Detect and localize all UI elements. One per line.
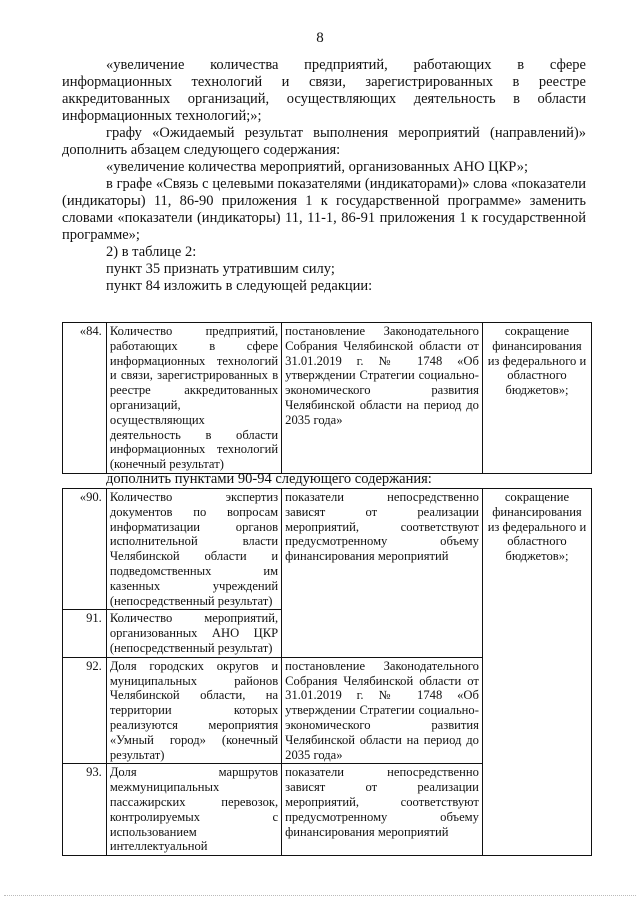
row-number: «84. — [63, 323, 107, 474]
link-cell: показатели непосредственно зависят от реализации мероприятий, соответствуют предусмотренному объему финансирования мероприятий — [282, 764, 483, 856]
table-item-84 — [62, 322, 592, 474]
table-row — [63, 323, 592, 474]
page-number: 8 — [316, 30, 324, 46]
row-number: 92. — [63, 657, 107, 764]
row-number: «90. — [63, 489, 107, 610]
paragraph-expected-result: графу «Ожидаемый результат выполнения мероприятий (направлений)» дополнить абзацем следующего содержания: — [62, 125, 586, 158]
document-body — [62, 57, 586, 295]
indicator-cell: Количество мероприятий, организованных АНО ЦКР (непосредственный результат) — [106, 610, 281, 657]
middle-text: дополнить пунктами 90-94 следующего содержания: — [106, 471, 432, 487]
row-number: 91. — [63, 610, 107, 657]
indicator-cell: Количество экспертиз документов по вопросам информатизации органов исполнительной власти Челябинской области и подведомственных им казенных учреждений (непосредственный результат) — [106, 489, 281, 610]
indicator-cell: Количество предприятий, работающих в сфере информационных технологий и связи, зарегистрированных в реестре аккредитованных организаций, осуществляющих деятельность в области информационных технологий (конечный результат) — [106, 323, 281, 474]
table-items-90-94 — [62, 488, 592, 856]
paragraph-item84: пункт 84 изложить в следующей редакции: — [106, 278, 373, 294]
indicator-cell: Доля маршрутов межмуниципальных пассажирских перевозок, контролируемых с использованием интеллектуальной — [106, 764, 281, 856]
link-cell: показатели непосредственно зависят от реализации мероприятий, соответствуют предусмотренному объему финансирования мероприятий — [282, 489, 483, 658]
paragraph-quote-enterprises: «увеличение количества предприятий, работающих в сфере информационных технологий и связи, зарегистрированных в реестре аккредитованных организаций, осуществляющих деятельность в области информационных технологий;»; — [62, 57, 586, 124]
paragraph-events-count: «увеличение количества мероприятий, организованных АНО ЦКР»; — [106, 159, 529, 175]
paragraph-indicators-link: в графе «Связь с целевыми показателями (индикаторами)» слова «показатели (индикаторы) 11, 86-90 приложения 1 к государственной программе» заменить словами «показатели (индикаторы) 11, 11-1, 86-91 приложения 1 к государственной программе»; — [62, 176, 586, 243]
link-cell: постановление Законодательного Собрания Челябинской области от 31.01.2019 г. № 1748 «Об утверждении Стратегии социально-экономического развития Челябинской области на период до 2035 года» — [282, 323, 483, 474]
effect-cell: сокращение финансирования из федерального и областного бюджетов»; — [482, 489, 591, 856]
paragraph-item35: пункт 35 признать утратившим силу; — [106, 261, 335, 277]
scan-edge-divider — [4, 895, 636, 896]
row-number: 93. — [63, 764, 107, 856]
table-row — [63, 489, 592, 610]
link-cell: постановление Законодательного Собрания Челябинской области от 31.01.2019 г. № 1748 «Об утверждении Стратегии социально-экономического развития Челябинской области на период до 2035 года» — [282, 657, 483, 764]
indicator-cell: Доля городских округов и муниципальных районов Челябинской области, на территории которых реализуются мероприятия «Умный город» (конечный результат) — [106, 657, 281, 764]
paragraph-table2: 2) в таблице 2: — [106, 244, 197, 260]
effect-cell: сокращение финансирования из федерального и областного бюджетов»; — [482, 323, 591, 474]
